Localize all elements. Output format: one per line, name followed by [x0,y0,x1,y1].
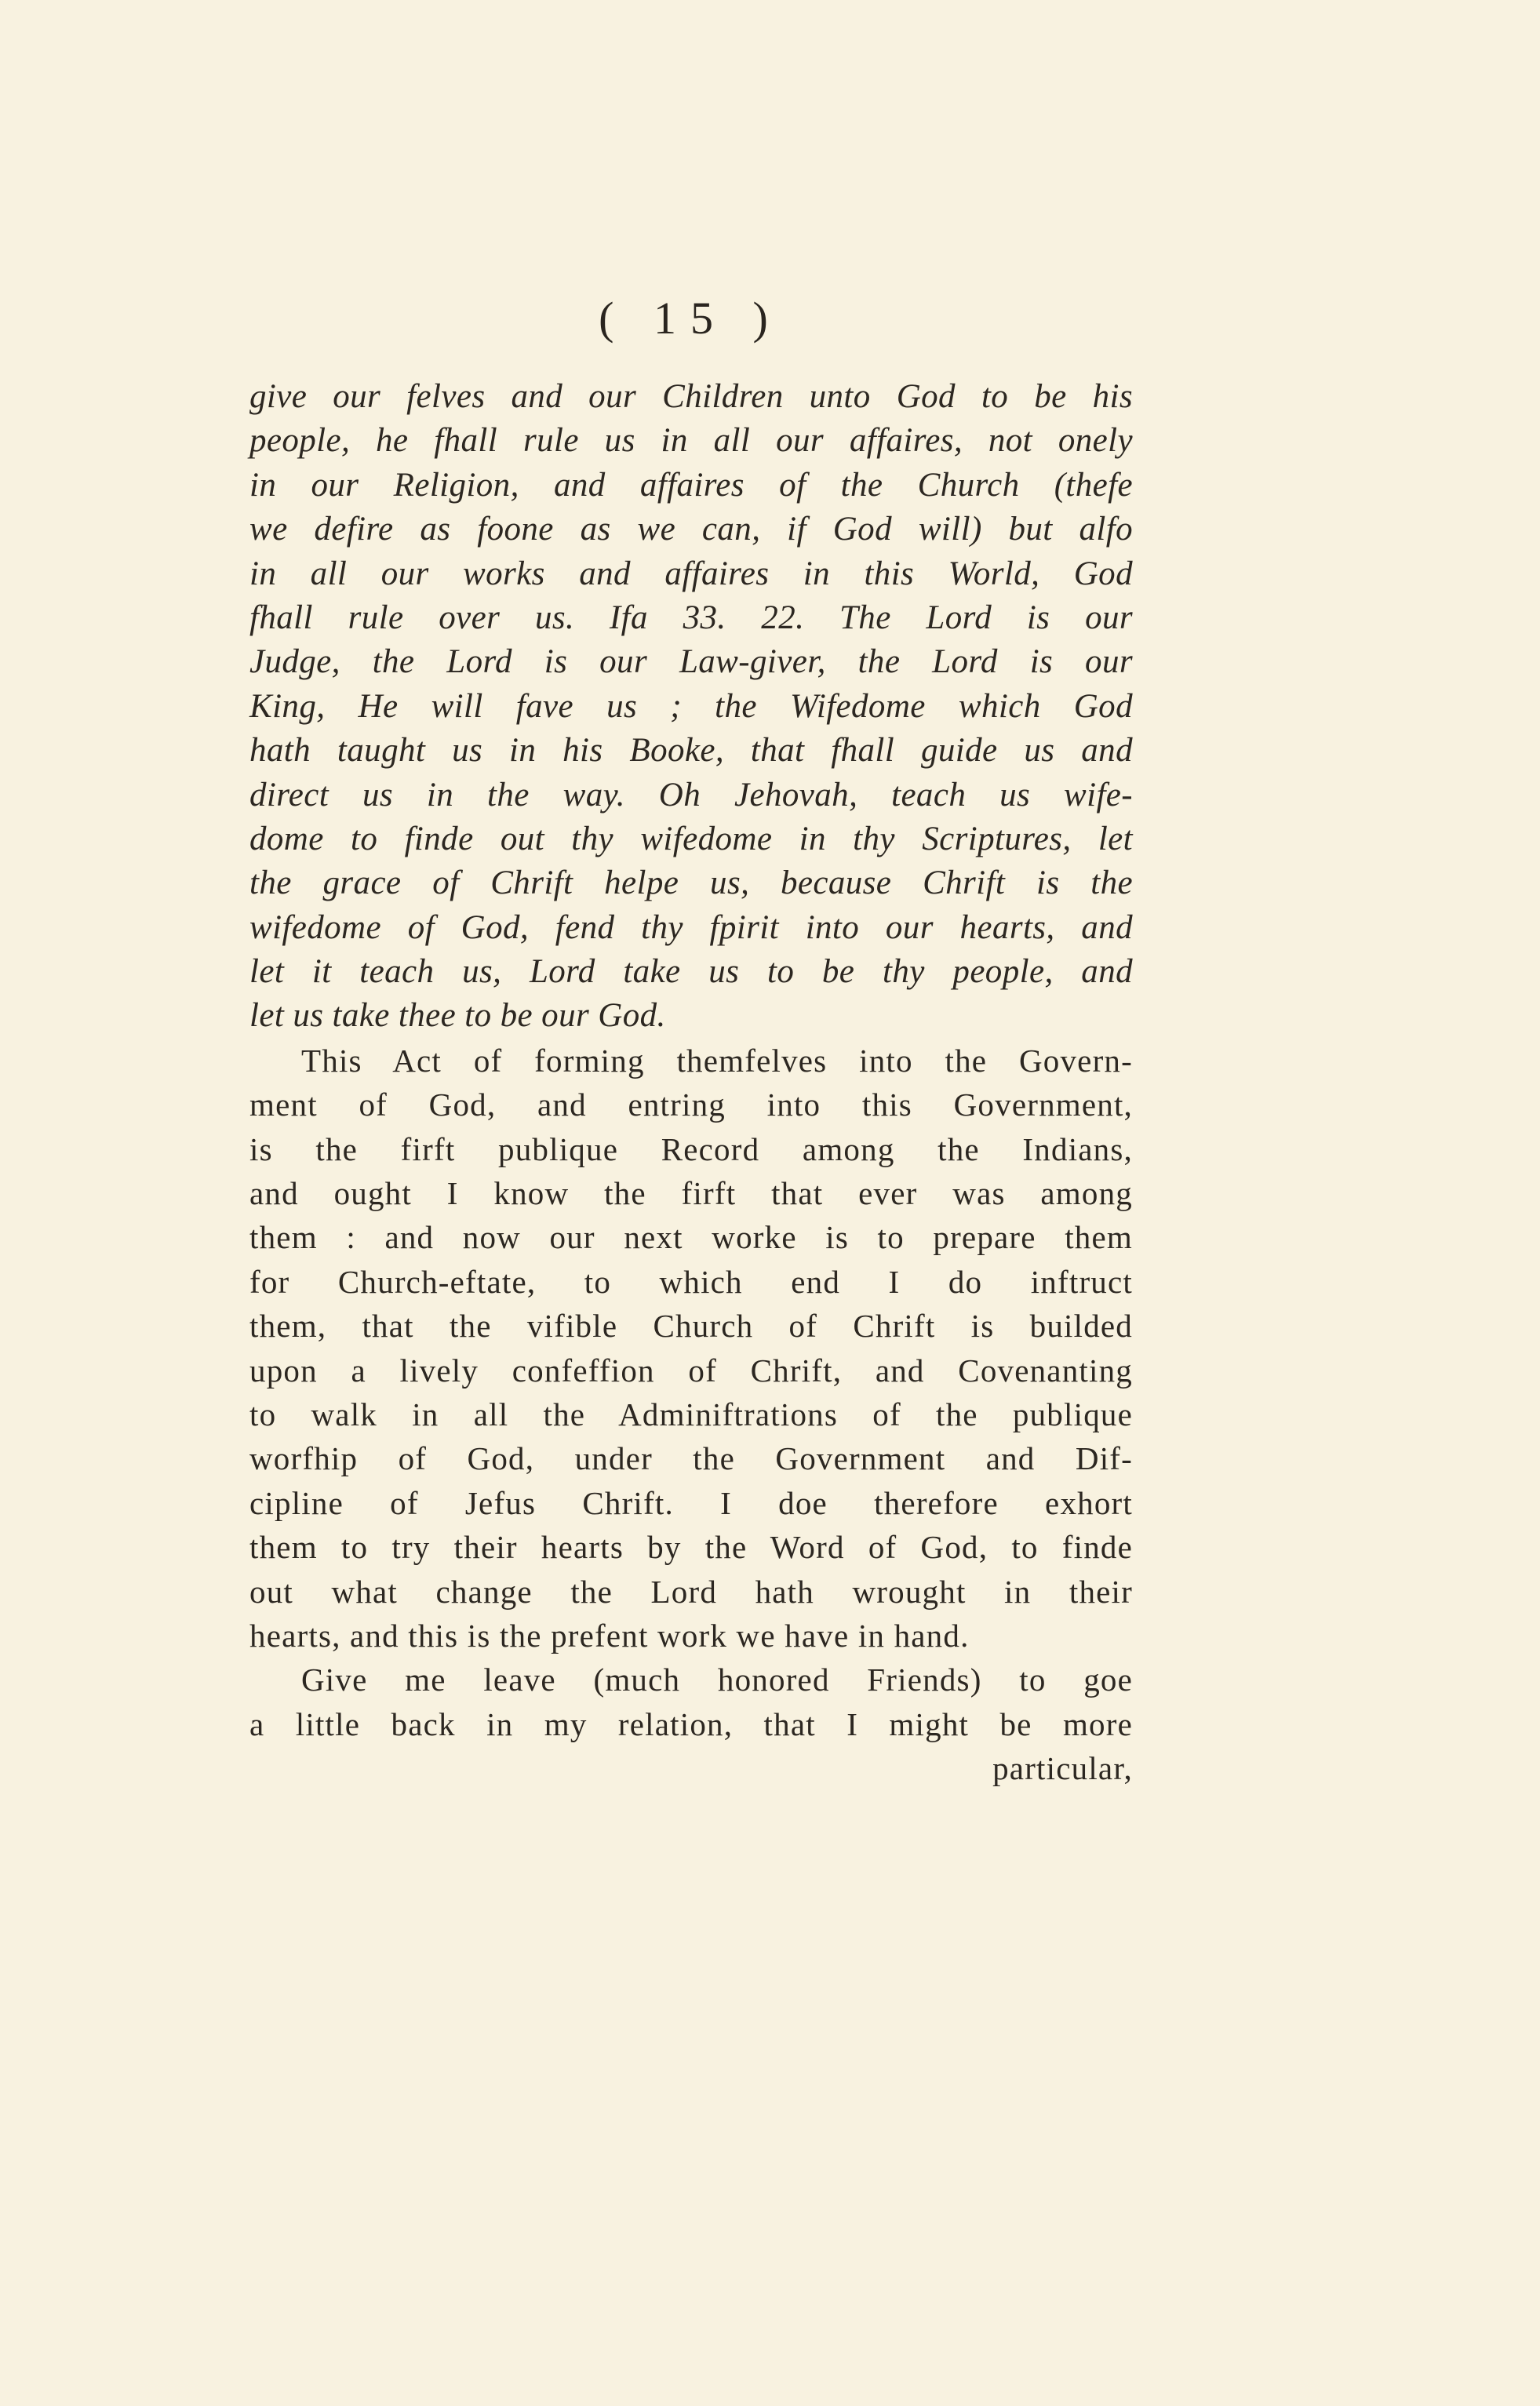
text-line: Judge, the Lord is our Law-giver, the Lord is our [249,643,1133,681]
page-text [249,375,1133,1791]
text-line: them : and now our next worke is to prepare them [249,1219,1133,1256]
text-line: cipline of Jefus Chrift. I doe therefore exhort [249,1484,1133,1521]
text-line: them, that the vifible Church of Chrift is builded [249,1308,1133,1345]
text-line: wifedome of God, fend thy fpirit into our hearts, and [249,908,1133,946]
text-line: hath taught us in his Booke, that fhall guide us and [249,732,1133,770]
text-line: for Church-eftate, to which end I do inftruct [249,1263,1133,1300]
text-line: people, he fhall rule us in all our affaires, not onely [249,422,1133,460]
text-line: in our Religion, and affaires of the Church (thefe [249,466,1133,504]
text-line: fhall rule over us. Ifa 33. 22. The Lord is our [249,599,1133,636]
text-line: in all our works and affaires in this World, God [249,555,1133,592]
text-line: them to try their hearts by the Word of God, to finde [249,1529,1133,1566]
text-line: and ought I know the firft that ever was among [249,1175,1133,1212]
text-line: give our felves and our Children unto God to be his [249,378,1133,415]
text-line: is the firft publique Record among the Indians, [249,1130,1133,1167]
text-line: let us take thee to be our God. [249,997,666,1035]
paragraph-give-me-leave [249,1658,1133,1790]
text-line: out what change the Lord hath wrought in their [249,1573,1133,1610]
text-line: a little back in my relation, that I might be more [249,1705,1133,1742]
text-line: King, He will fave us ; the Wifedome which God [249,687,1133,725]
text-line: upon a lively confeffion of Chrift, and Covenanting [249,1352,1133,1389]
text-line: ment of God, and entring into this Government, [249,1087,1133,1123]
text-line: the grace of Chrift helpe us, because Chrift is the [249,864,1133,902]
catchword: particular, [992,1750,1133,1787]
italic-passage [249,375,1133,1039]
text-line: This Act of forming themfelves into the Govern- [301,1042,1133,1079]
text-line: direct us in the way. Oh Jehovah, teach us wife- [249,776,1133,814]
text-line: dome to finde out thy wifedome in thy Scriptures, let [249,820,1133,857]
paragraph-act-of-forming [249,1039,1133,1658]
text-line: to walk in all the Adminiftrations of the publique [249,1396,1133,1432]
text-line: worfhip of God, under the Government and Dif- [249,1440,1133,1477]
text-line: hearts, and this is the prefent work we have in hand. [249,1617,970,1654]
text-line: Give me leave (much honored Friends) to goe [301,1662,1133,1698]
page-number: ( 15 ) [599,293,782,344]
text-line: let it teach us, Lord take us to be thy people, and [249,953,1133,991]
text-line: we defire as foone as we can, if God will) but alfo [249,511,1133,548]
paper-speck [1274,2242,1279,2247]
